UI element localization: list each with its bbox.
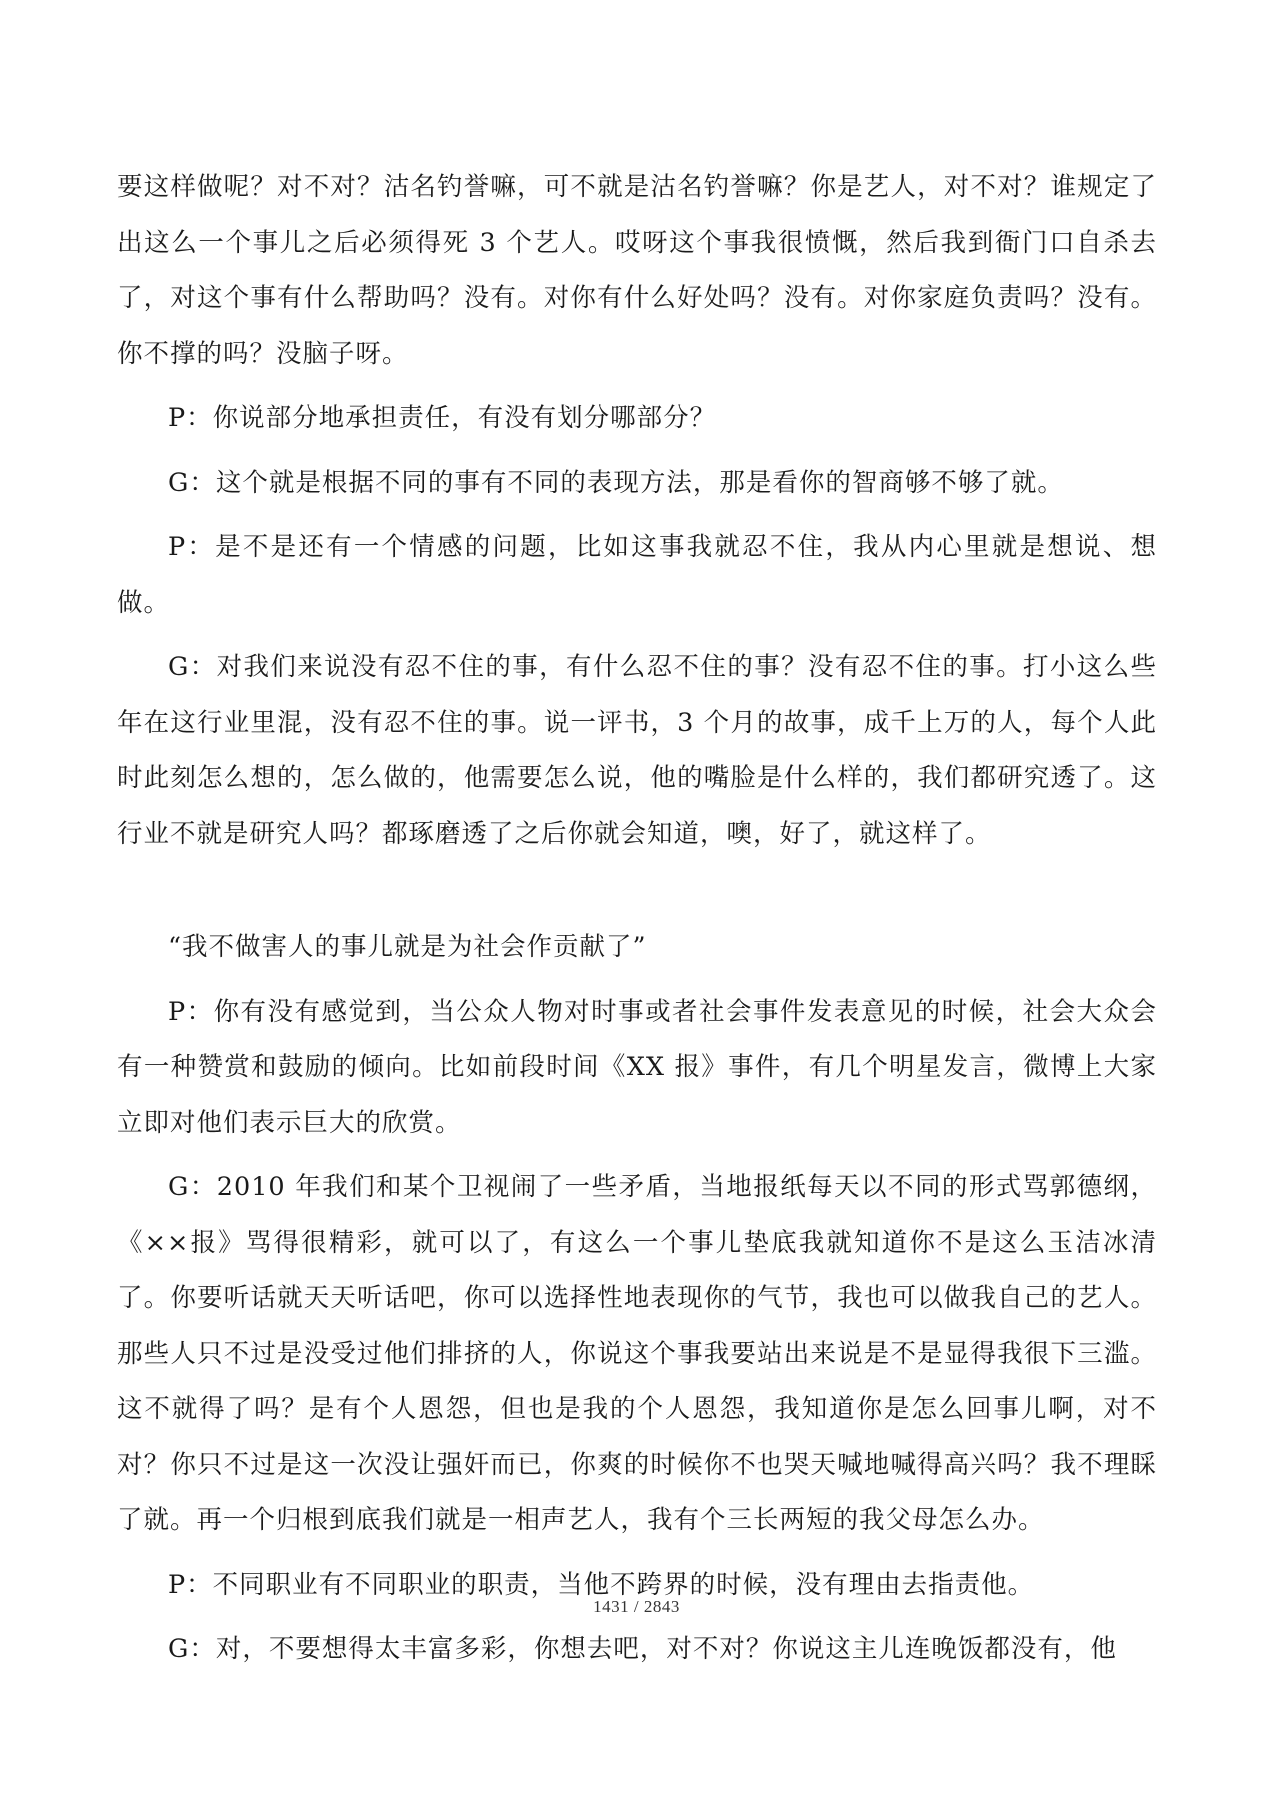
paragraph: P：是不是还有一个情感的问题，比如这事我就忍不住，我从内心里就是想说、想做。	[117, 532, 1157, 618]
paragraph: 要这样做呢？对不对？沽名钓誉嘛，可不就是沽名钓誉嘛？你是艺人，对不对？谁规定了出这么一个事儿之后必须得死 3 个艺人。哎呀这个事我很愤慨，然后我到衙门口自杀去了，对这个事有什么帮助吗？没有。对你有什么好处吗？没有。对你家庭负责吗？没有。你不撑的吗？没脑子呀。	[117, 172, 1157, 369]
paragraph: G：2010 年我们和某个卫视闹了一些矛盾，当地报纸每天以不同的形式骂郭德纲，《××报》骂得很精彩，就可以了，有这么一个事儿垫底我就知道你不是这么玉洁冰清了。你要听话就天天听话吧，你可以选择性地表现你的气节，我也可以做我自己的艺人。那些人只不过是没受过他们排挤的人，你说这个事我要站出来说是不是显得我很下三滥。这不就得了吗？是有个人恩怨，但也是我的个人恩怨，我知道你是怎么回事儿啊，对不对？你只不过是这一次没让强奸而已，你爽的时候你不也哭天喊地喊得高兴吗？我不理睬了就。再一个归根到底我们就是一相声艺人，我有个三长两短的我父母怎么办。	[117, 1172, 1157, 1535]
page-body	[117, 160, 1157, 1687]
page-number: 1431 / 2843	[593, 1597, 680, 1616]
paragraph: G：对我们来说没有忍不住的事，有什么忍不住的事？没有忍不住的事。打小这么些年在这行业里混，没有忍不住的事。说一评书，3 个月的故事，成千上万的人，每个人此时此刻怎么想的，怎么做的，他需要怎么说，他的嘴脸是什么样的，我们都研究透了。这行业不就是研究人吗？都琢磨透了之后你就会知道，噢，好了，就这样了。	[117, 652, 1157, 849]
paragraph: G：这个就是根据不同的事有不同的表现方法，那是看你的智商够不够了就。	[168, 467, 1064, 498]
section-heading: “我不做害人的事儿就是为社会作贡献了”	[168, 932, 647, 962]
paragraph: P：你说部分地承担责任，有没有划分哪部分？	[168, 403, 717, 433]
paragraph: P：不同职业有不同职业的职责，当他不跨界的时候，没有理由去指责他。	[168, 1569, 1035, 1600]
paragraph: G：对，不要想得太丰富多彩，你想去吧，对不对？你说这主儿连晚饭都没有，他	[168, 1634, 1117, 1664]
paragraph: P：你有没有感觉到，当公众人物对时事或者社会事件发表意见的时候，社会大众会有一种赞赏和鼓励的倾向。比如前段时间《XX 报》事件，有几个明星发言，微博上大家立即对他们表示巨大的欣赏。	[117, 996, 1157, 1138]
